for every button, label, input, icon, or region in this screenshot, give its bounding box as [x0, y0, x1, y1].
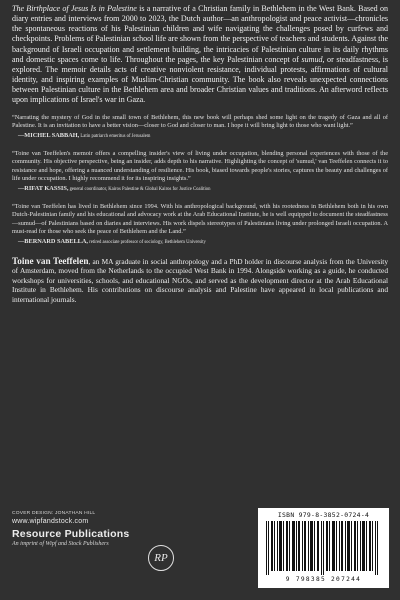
endorsement-attribution — [18, 237, 388, 247]
endorsement-attribution — [18, 131, 388, 141]
description-part-2: , or steadfastness, is explored. The memoir details acts of creative nonviolent resistance, individual protests, affirmations of cultural identity, and inspiring examples of Muslim-Christian community. The book also reveals unexpected connections between Palestinian culture in the Bethlehem area and broader Christian values and traditions. An afterword reflects upon implications of Israel's war in Gaza. — [12, 54, 388, 105]
sumud-term: sumud — [301, 54, 323, 64]
publisher-name: Resource Publications — [12, 528, 130, 540]
endorser-title: retired associate professor of sociology, Bethlehem University — [87, 240, 206, 246]
barcode-box — [258, 508, 389, 588]
endorsement-attribution — [18, 184, 388, 194]
endorsement — [12, 114, 388, 141]
endorser-name: —RIFAT KASSIS, — [18, 184, 69, 192]
author-name: Toine van Teeffelen — [12, 256, 89, 267]
endorsement-quote: “Toine van Teeffelen's memoir offers a compelling insider's view of living under occupation, blending personal experiences with those of the community. His objective perspective, being an insider, adds depth to his narrative. Highlighting the concept of 'sumud,' van Teeffelen connects it to resistance and hope, offering a nuanced understanding of resilience. His book, biased towards people's stories, captures the beauty and challenges of life under occupation. I highly recommend it for its inspiring insights.” — [12, 149, 388, 183]
isbn-label: ISBN 979-8-3852-0724-4 — [277, 511, 370, 519]
endorser-name: —MICHEL SABBAH, — [18, 131, 80, 139]
endorsement-quote: “Narrating the mystery of God in the small town of Bethlehem, this new book will perhaps shed some light on the tragedy of Gaza and all of Palestine. It is an invitation to have a better vision—closer to God and closer to man. I hope it will bring light to those who want light.” — [12, 113, 388, 130]
author-bio-text: , an MA graduate in social anthropology and a PhD holder in discourse analysis from the University of Amsterdam, moved from the Netherlands to the occupied West Bank in 1994. Alongside working as a guide, he conducted workshops for universities, schools, and educational NGOs, and served as the development director at the Arab Educational Institute in Bethlehem. His contributions on discourse analysis and Palestine have appeared in local publications and international journals. — [12, 257, 388, 304]
endorser-name: —BERNARD SABELLA, — [18, 238, 88, 246]
endorsement — [12, 203, 388, 247]
book-description — [12, 4, 388, 106]
text-panel — [12, 4, 388, 304]
description-part-1: is a narrative of a Christian family in Bethlehem in the West Bank. Based on diary entries and interviews from 2000 to 2023, the Dutch author—an anthropologist and peace activist—chronicles the spontaneous reactions of his Palestinian children and wife navigating the challenges posed by curfews and checkpoints. Problems of Palestinian school life are shown from the perspective of teachers and students. Against the background of Israeli occupation and settlement building, the intricacies of Palestinian culture in its daily rhythms and domestic spaces come to life. Throughout the pages, the key Palestinian concept of — [12, 4, 388, 64]
publisher-website: www.wipfandstock.com — [12, 518, 89, 525]
endorser-title: Latin patriarch emeritus of Jerusalem — [79, 133, 151, 139]
author-bio — [12, 257, 388, 304]
publisher-block — [12, 511, 212, 547]
endorsements — [12, 114, 388, 247]
publisher-logo: RP — [148, 545, 174, 571]
barcode-digits: 9 798385 207244 — [285, 576, 362, 583]
endorsement — [12, 150, 388, 194]
book-title: The Birthplace of Jesus Is in Palestine — [12, 4, 137, 13]
publisher-imprint: An imprint of Wipf and Stock Publishers — [12, 541, 109, 547]
barcode-icon — [266, 521, 381, 575]
endorser-title: general coordinator, Kairos Palestine & Global Kairos for Justice Coalition — [68, 186, 211, 192]
endorsement-quote: “Toine van Teeffelen has lived in Bethlehem since 1994. With his anthropological background, with his rootedness in Bethlehem both in his own Dutch-Palestinian family and his educational and advocacy work at the Arab Educational Institute, he is well equipped to document the steadfastness—sumud—of Palestinians based on diaries and interviews. His work dispels stereotypes of Palestinians living under prolonged Israeli occupation. A must-read for those who seek the peace of Bethlehem and the Land.” — [12, 202, 388, 236]
cover-design-credit: COVER DESIGN: JONATHAN HILL — [12, 511, 96, 516]
